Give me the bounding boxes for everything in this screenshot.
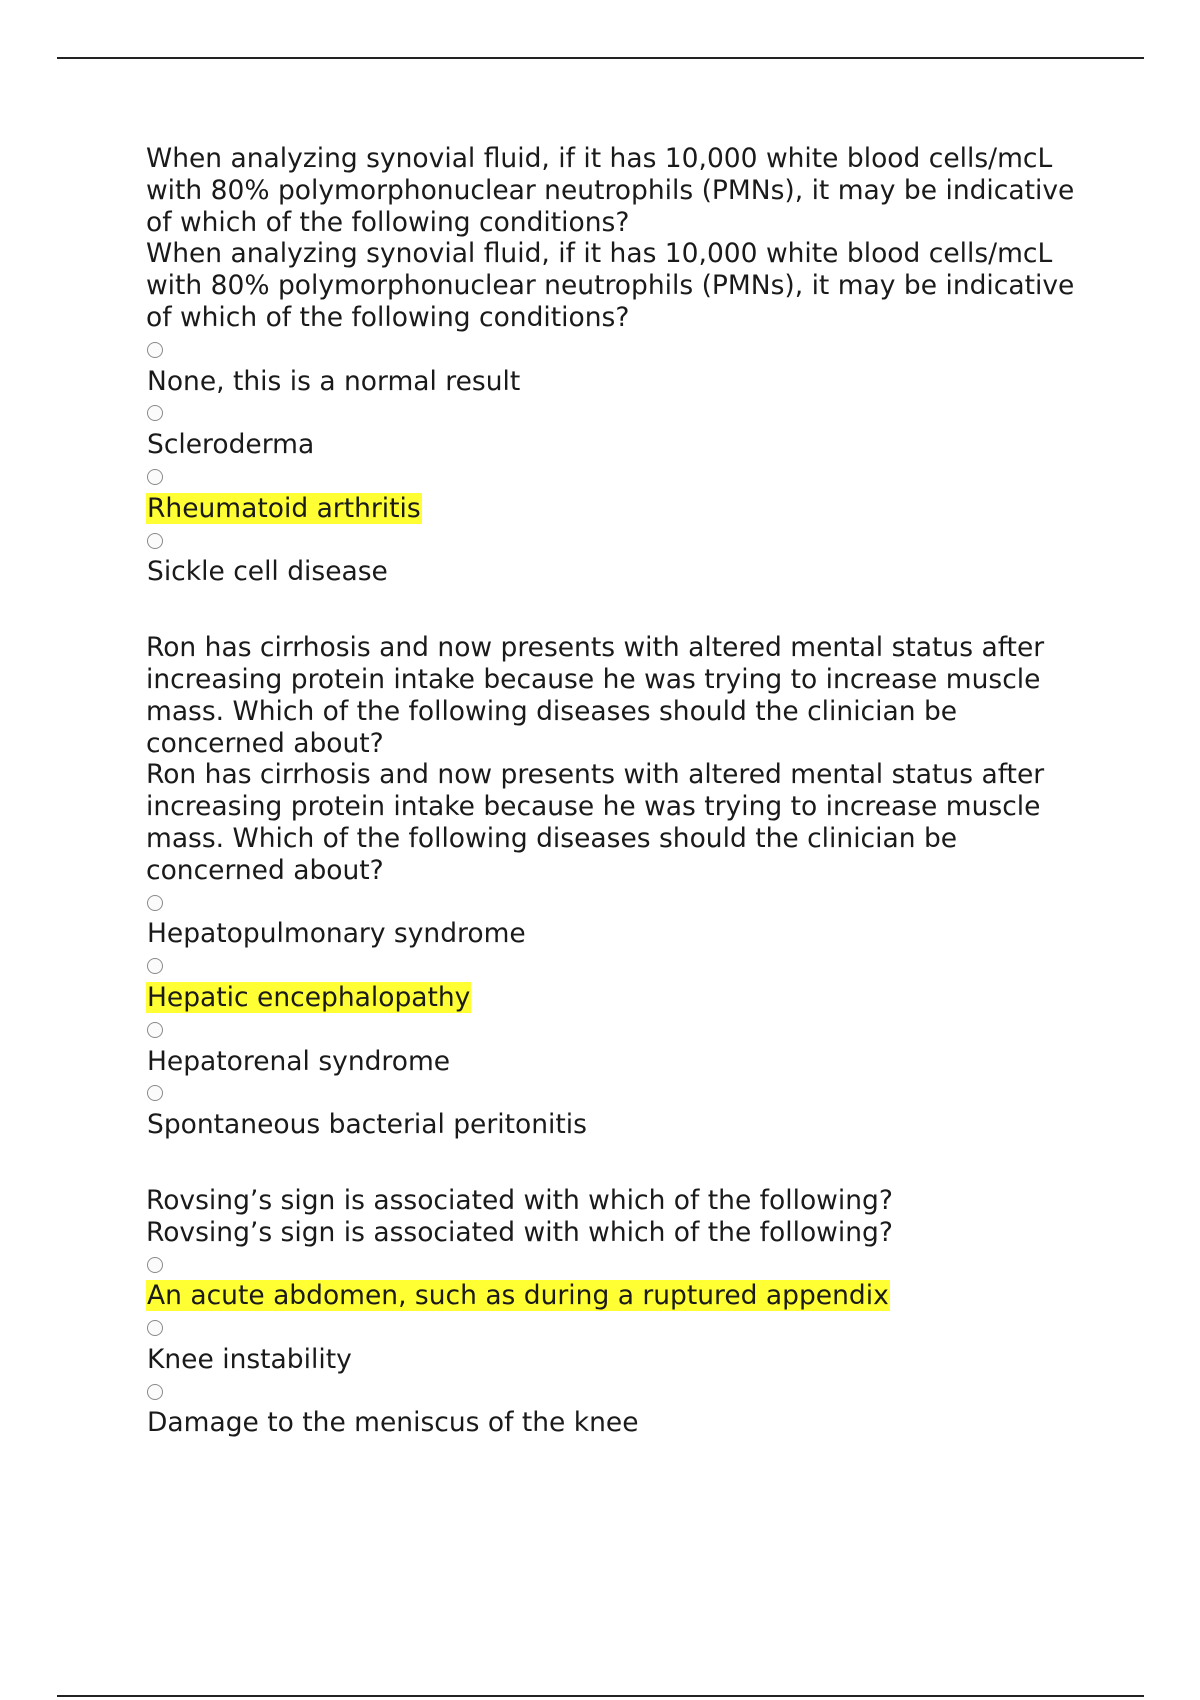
radio-button-icon[interactable] — [147, 1257, 163, 1273]
option-label: None, this is a normal result — [147, 365, 521, 397]
answer-option[interactable] — [146, 525, 1086, 589]
option-label: Scleroderma — [147, 429, 315, 461]
answer-option[interactable] — [146, 1077, 1086, 1141]
answer-option-highlighted[interactable] — [146, 1249, 1086, 1313]
answer-option[interactable] — [146, 1014, 1086, 1078]
question-prompt-repeat: When analyzing synovial fluid, if it has 10,000 white blood cells/mcL with 80% polymorphonuclear neutrophils (PMNs), it may be indicative of which of the following conditions? — [146, 238, 1075, 333]
answer-option[interactable] — [146, 1312, 1086, 1376]
question-prompt: Rovsing’s sign is associated with which of the following? — [146, 1184, 893, 1216]
option-label: Hepatorenal syndrome — [147, 1045, 451, 1077]
answer-option-highlighted[interactable] — [146, 461, 1086, 525]
radio-button-icon[interactable] — [147, 1085, 163, 1101]
option-label: Knee instability — [147, 1343, 352, 1375]
option-label: Spontaneous bacterial peritonitis — [147, 1109, 587, 1141]
bottom-rule — [57, 1695, 1144, 1697]
question-3 — [146, 1185, 1086, 1439]
answer-option-highlighted[interactable] — [146, 950, 1086, 1014]
question-1 — [146, 143, 1086, 588]
answer-option[interactable] — [146, 887, 1086, 951]
radio-button-icon[interactable] — [147, 342, 163, 358]
radio-button-icon[interactable] — [147, 1022, 163, 1038]
question-prompt-repeat: Rovsing’s sign is associated with which of the following? — [146, 1216, 893, 1248]
question-2 — [146, 632, 1086, 1141]
option-label-highlighted: An acute abdomen, such as during a ruptured appendix — [147, 1280, 889, 1312]
option-label-highlighted: Hepatic encephalopathy — [147, 981, 471, 1013]
radio-button-icon[interactable] — [147, 533, 163, 549]
option-label-highlighted: Rheumatoid arthritis — [147, 492, 421, 524]
radio-button-icon[interactable] — [147, 895, 163, 911]
quiz-content — [146, 143, 1086, 1483]
answer-option[interactable] — [146, 397, 1086, 461]
option-label: Sickle cell disease — [147, 556, 388, 588]
answer-option[interactable] — [146, 334, 1086, 398]
radio-button-icon[interactable] — [147, 469, 163, 485]
radio-button-icon[interactable] — [147, 958, 163, 974]
radio-button-icon[interactable] — [147, 1320, 163, 1336]
radio-button-icon[interactable] — [147, 1384, 163, 1400]
question-prompt: When analyzing synovial fluid, if it has 10,000 white blood cells/mcL with 80% polymorphonuclear neutrophils (PMNs), it may be indicative of which of the following conditions? — [146, 143, 1075, 238]
question-prompt-repeat: Ron has cirrhosis and now presents with altered mental status after increasing protein intake because he was trying to increase muscle mass. Which of the following diseases should the clinician be concerned about? — [146, 759, 1045, 886]
radio-button-icon[interactable] — [147, 405, 163, 421]
option-label: Damage to the meniscus of the knee — [147, 1407, 639, 1439]
answer-option[interactable] — [146, 1376, 1086, 1440]
top-rule — [57, 57, 1144, 59]
question-prompt: Ron has cirrhosis and now presents with altered mental status after increasing protein intake because he was trying to increase muscle mass. Which of the following diseases should the clinician be concerned about? — [146, 632, 1045, 759]
option-label: Hepatopulmonary syndrome — [147, 918, 526, 950]
